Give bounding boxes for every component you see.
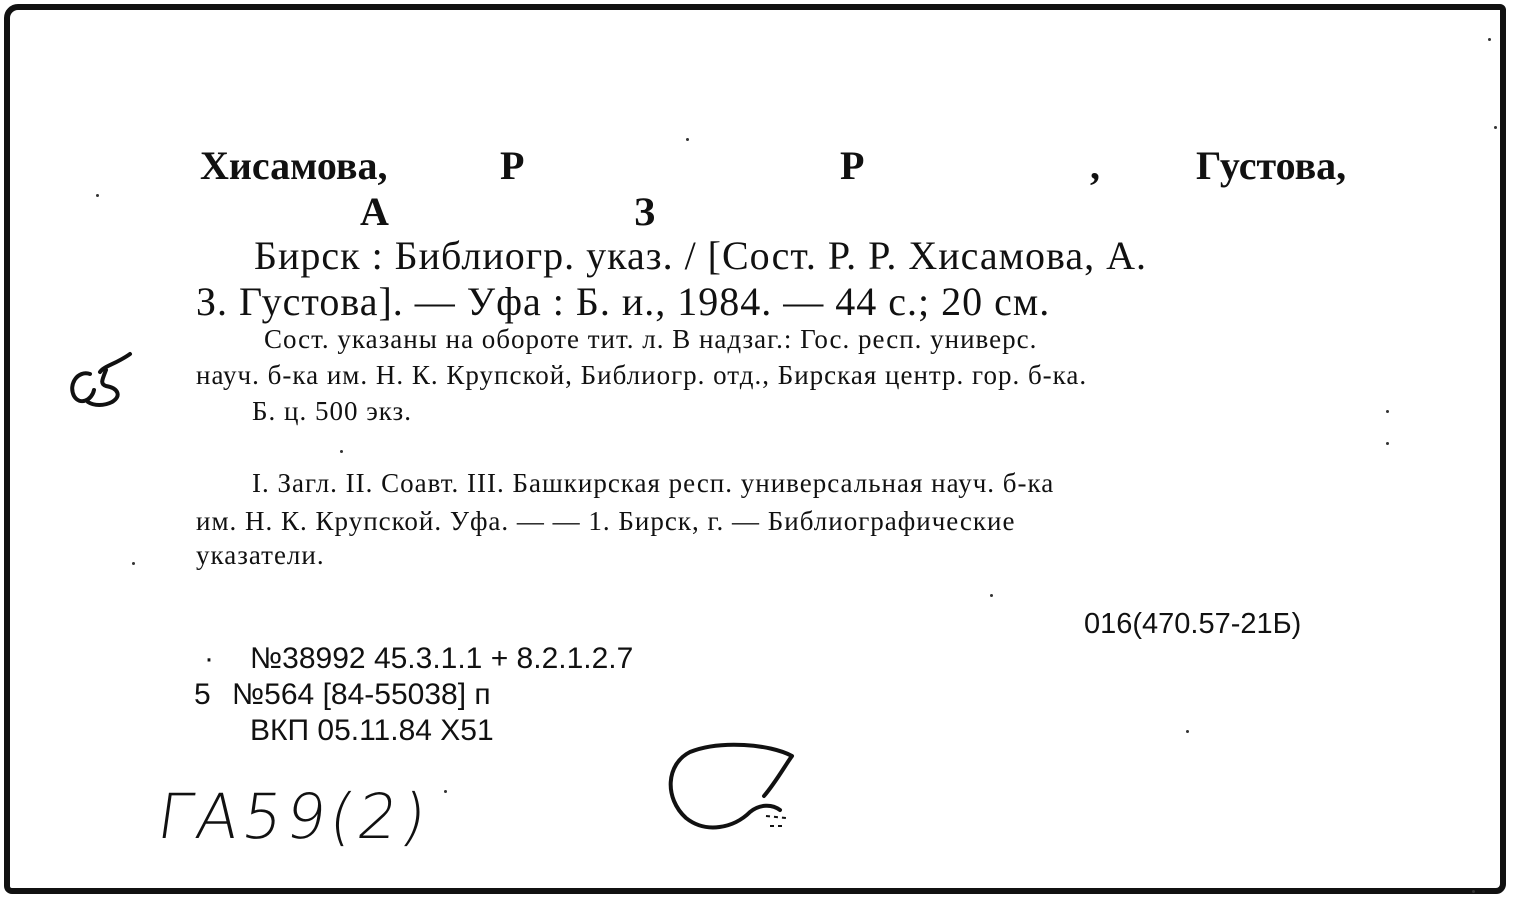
heading-comma: , — [1090, 143, 1100, 188]
note-line-2: науч. б-ка им. Н. К. Крупской, Библиогр. отд., Бирская центр. гор. б-ка. — [196, 360, 1088, 390]
speck — [132, 562, 135, 565]
codes-line-1: №38992 45.3.1.1 + 8.2.1.2.7 — [250, 642, 634, 675]
heading-initial4: З — [634, 189, 656, 234]
note-line-1: Сост. указаны на обороте тит. л. В надзаг.: Гос. респ. универс. — [264, 324, 1038, 354]
heading-initial2: Р — [840, 143, 865, 188]
heading-author2: Густова, — [1196, 143, 1347, 188]
speck — [1494, 126, 1497, 129]
handwritten-margin-mark — [60, 340, 150, 420]
handwritten-oval-mark — [660, 738, 810, 838]
codes-line-3: ВКП 05.11.84 Х51 — [250, 714, 494, 747]
title-line-2: З. Густова]. — Уфа : Б. и., 1984. — 44 с.; 20 см. — [196, 279, 1051, 324]
speck — [444, 790, 447, 793]
codes-dot: · — [204, 642, 214, 675]
heading-initial3: А — [360, 189, 389, 234]
note-line-3: Б. ц. 500 экз. — [252, 396, 412, 426]
speck — [686, 138, 689, 141]
catalog-card — [4, 4, 1506, 894]
handwritten-shelfmark: ГА59(2) — [152, 780, 435, 853]
speck — [1472, 890, 1475, 893]
classification-code: 016(470.57-21Б) — [1084, 608, 1302, 640]
speck — [1488, 38, 1491, 41]
heading-initial1: Р — [500, 143, 525, 188]
speck — [1186, 730, 1189, 733]
speck — [340, 450, 343, 453]
tracing-line-2: им. Н. К. Крупской. Уфа. — — 1. Бирск, г. — Библиографические — [196, 506, 1016, 536]
tracing-line-1: I. Загл. II. Соавт. III. Башкирская респ. универсальная науч. б-ка — [252, 468, 1055, 498]
heading-author1: Хисамова, — [200, 143, 388, 188]
speck — [990, 594, 993, 597]
codes-line-2: №564 [84-55038] п — [232, 678, 491, 711]
title-line-1: Бирск : Библиогр. указ. / [Сост. Р. Р. Хисамова, А. — [254, 233, 1147, 278]
speck — [1386, 442, 1389, 445]
speck — [1386, 410, 1389, 413]
speck — [96, 194, 99, 197]
codes-prefix-2: 5 — [194, 678, 211, 711]
tracing-line-3: указатели. — [196, 540, 325, 570]
